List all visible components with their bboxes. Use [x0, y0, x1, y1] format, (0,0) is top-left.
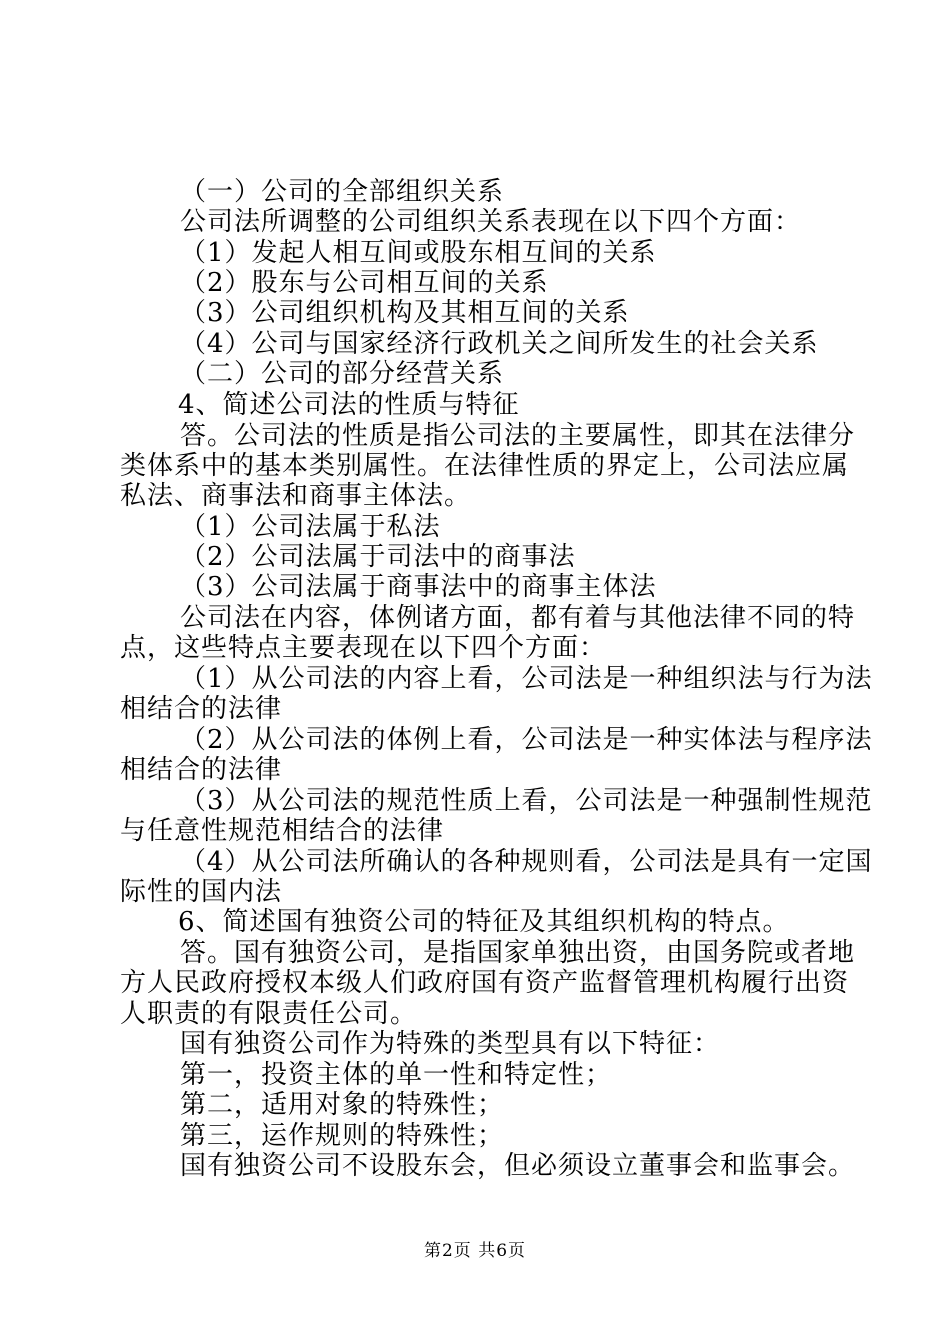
text-line: 国有独资公司作为特殊的类型具有以下特征： [180, 1029, 721, 1059]
text-line: （1）公司法属于私法 [180, 512, 441, 542]
text-line: （3）从公司法的规范性质上看，公司法是一种强制性规范 [180, 786, 873, 816]
text-line: （二）公司的部分经营关系 [180, 359, 505, 389]
page-number-footer: 第2页 共6页 [423, 1241, 527, 1261]
text-line: 公司法在内容，体例诸方面，都有着与其他法律不同的特 [180, 603, 856, 633]
text-line: 答。公司法的性质是指公司法的主要属性，即其在法律分 [180, 421, 856, 451]
text-line: 与任意性规范相结合的法律 [120, 816, 445, 846]
text-line: （4）公司与国家经济行政机关之间所发生的社会关系 [180, 329, 819, 359]
text-line: （2）股东与公司相互间的关系 [180, 268, 549, 298]
text-line: 相结合的法律 [120, 755, 283, 785]
text-line: （2）从公司法的体例上看，公司法是一种实体法与程序法 [180, 725, 873, 755]
text-line: 第一，投资主体的单一性和特定性； [180, 1060, 613, 1090]
text-line: 相结合的法律 [120, 694, 283, 724]
text-line: （1）从公司法的内容上看，公司法是一种组织法与行为法 [180, 664, 873, 694]
text-line: （一）公司的全部组织关系 [180, 177, 505, 207]
text-line: 方人民政府授权本级人们政府国有资产监督管理机构履行出资 [120, 968, 850, 998]
text-line: 人职责的有限责任公司。 [120, 999, 418, 1029]
text-line: 点，这些特点主要表现在以下四个方面： [120, 633, 607, 663]
text-line: （1）发起人相互间或股东相互间的关系 [180, 238, 657, 268]
section-heading: 4、简述公司法的性质与特征 [178, 390, 520, 420]
text-line: （2）公司法属于司法中的商事法 [180, 542, 576, 572]
text-line: 类体系中的基本类别属性。在法律性质的界定上，公司法应属 [120, 451, 850, 481]
text-line: 私法、商事法和商事主体法。 [120, 481, 472, 511]
text-line: 第三，运作规则的特殊性； [180, 1121, 505, 1151]
text-line: 答。国有独资公司，是指国家单独出资，由国务院或者地 [180, 938, 856, 968]
text-line: 际性的国内法 [120, 877, 283, 907]
text-line: 公司法所调整的公司组织关系表现在以下四个方面： [180, 207, 802, 237]
text-line: （4）从公司法所确认的各种规则看，公司法是具有一定国 [180, 847, 873, 877]
text-line: （3）公司组织机构及其相互间的关系 [180, 298, 630, 328]
text-line: 国有独资公司不设股东会，但必须设立董事会和监事会。 [180, 1151, 856, 1181]
text-line: （3）公司法属于商事法中的商事主体法 [180, 572, 657, 602]
text-line: 第二，适用对象的特殊性； [180, 1090, 505, 1120]
section-heading: 6、简述国有独资公司的特征及其组织机构的特点。 [178, 907, 790, 937]
